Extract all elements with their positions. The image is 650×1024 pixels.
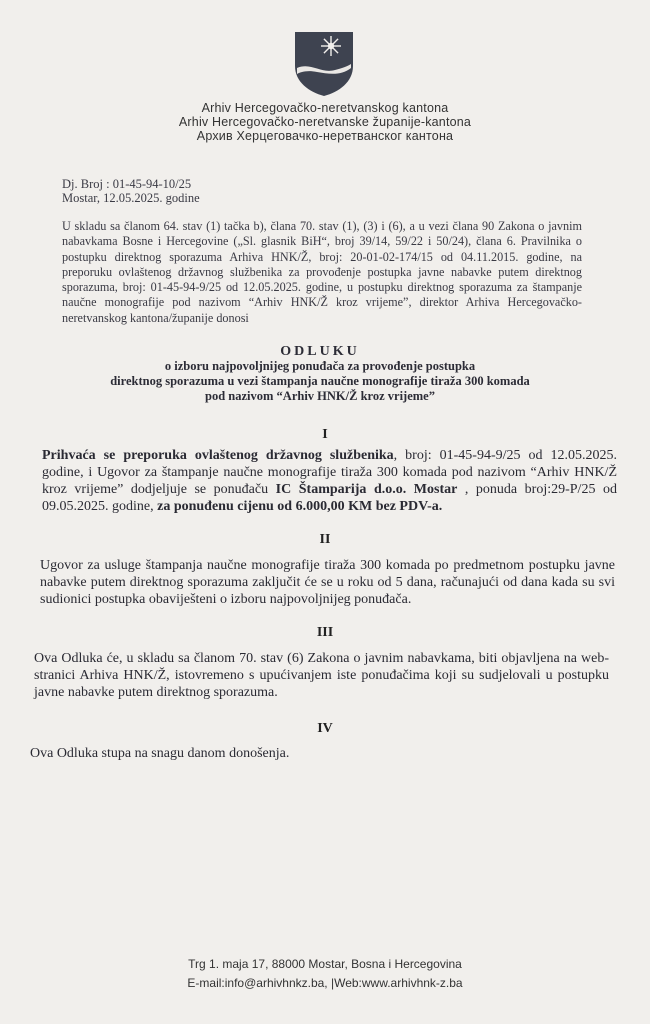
decision-subtitle-line-3: pod nazivom “Arhiv HNK/Ž kroz vrijeme” <box>205 389 435 403</box>
section-number-2: II <box>319 532 331 547</box>
section-1-company: IC Štamparija d.o.o. Mostar <box>275 482 458 497</box>
section-1-text-mid2: , ponuda broj:29-P/25 od 09.05.2025. godine, <box>42 482 617 514</box>
intro-paragraph: U skladu sa članom 64. stav (1) tačka b), člana 70. stav (1), (3) i (6), a u vezi člana 90 Zakona o javnim nabavkama Bosne i Hercegovine („Sl. glasnik BiH“, broj 39/14, 59/22 i 50/24), člana 6. Pravilnika o postupku direktnog sporazuma Arhiva HNK/Ž, broj: 20-01-02-174/15 od 04.11.2015. godine, na preporuku ovlaštenog državnog službenika za provođenje postupka javne nabavke putem direktnog sporazuma, broj: 01-45-94-9/25 od 12.05.2025. godine, u postupku direktnog sporazuma za štampanje naučne monografije pod nazivom “Arhiv HNK/Ž kroz vrijeme”, direktor Arhiva Hercegovačko-neretvanskog kantona/županije donosi <box>62 219 582 325</box>
section-number-1: I <box>322 427 328 442</box>
decision-title <box>60 344 580 404</box>
decision-heading: ODLUKU <box>280 344 360 359</box>
institution-header <box>0 101 650 143</box>
section-number-3: III <box>316 625 334 640</box>
section-1-text-mid: , broj: 01-45-94-9/25 od 12.05.2025. godine, i Ugovor za štampanje naučne monografije tiraža 300 komada pod nazivom “Arhiv HNK/Ž kroz vrijeme” dodjeljuje se ponuđaču <box>42 448 617 497</box>
header-line-hr: Arhiv Hercegovačko-neretvanske županije-kantona <box>178 115 472 129</box>
document-date: Mostar, 12.05.2025. godine <box>62 191 200 205</box>
coat-of-arms-emblem <box>291 30 357 98</box>
section-1-text <box>42 447 617 515</box>
document-meta <box>62 177 200 205</box>
section-3-text: Ova Odluka će, u skladu sa članom 70. stav (6) Zakona o javnim nabavkama, biti objavljena na web-stranici Arhiva HNK/Ž, istovremeno s upućivanjem iste ponuđačima koji su sudjelovali u postupku javne nabavke putem direktnog sporazuma. <box>34 651 609 700</box>
section-4-text: Ova Odluka stupa na snagu danom donošenja. <box>30 746 290 761</box>
header-line-bs: Arhiv Hercegovačko-neretvanskog kantona <box>201 101 449 115</box>
section-1-bold-start: Prihvaća se preporuka ovlaštenog državnog službenika <box>42 448 394 463</box>
section-1-price: za ponuđenu cijenu od 6.000,00 KM bez PDV-a. <box>157 499 443 514</box>
footer-contact: E-mail:info@arhivhnkz.ba, |Web:www.arhivhnk-z.ba <box>187 976 463 990</box>
section-2-text: Ugovor za usluge štampanja naučne monografije tiraža 300 komada po predmetnom postupku javne nabavke putem direktnog sporazuma zaključit će se u roku od 5 dana, računajući od dana kada su svi sudionici postupka obaviješteni o izboru najpovoljnijeg ponuđača. <box>40 558 615 607</box>
decision-subtitle-line-1: o izboru najpovoljnijeg ponuđača za provođenje postupka <box>164 359 476 373</box>
reference-number: Dj. Broj : 01-45-94-10/25 <box>62 177 192 191</box>
footer-address: Trg 1. maja 17, 88000 Mostar, Bosna i Hercegovina <box>188 957 462 971</box>
decision-subtitle-line-2: direktnog sporazuma u vezi štampanja naučne monografije tiraža 300 komada <box>110 374 530 388</box>
section-number-4: IV <box>317 721 333 736</box>
header-line-cyrillic: Архив Херцеговачко-неретванског кантона <box>196 129 454 143</box>
page-footer <box>0 955 650 993</box>
